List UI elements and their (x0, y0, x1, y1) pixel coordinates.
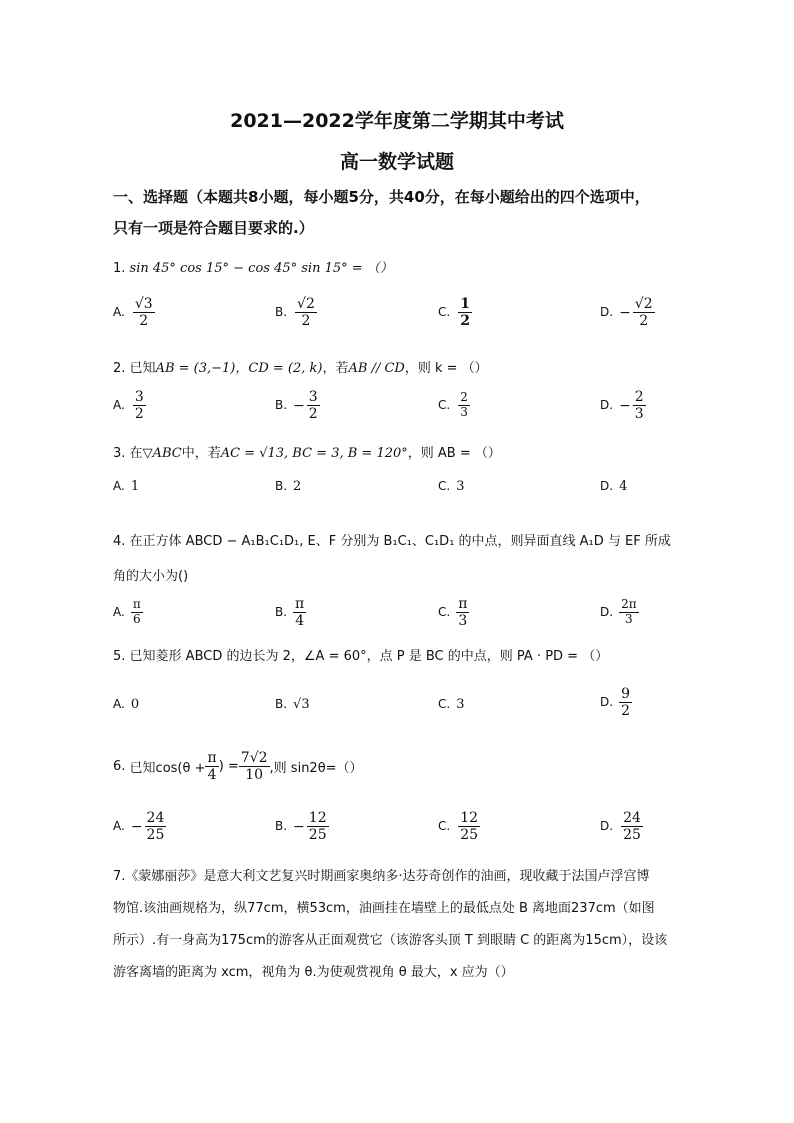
section-heading-line2: 只有一项是符合题目要求的.） (113, 219, 314, 237)
q6-option-d[interactable]: D. $\frac{24}{25}$ (600, 810, 641, 844)
q3-option-a[interactable]: A. 1 (113, 479, 140, 494)
q2-option-a[interactable]: A. $\frac{3}{2}$ (113, 389, 144, 423)
q6-option-b[interactable]: B. − $\frac{12}{25}$ (275, 810, 327, 844)
q4-option-c[interactable]: C. $\frac{\pi}{3}$ (438, 596, 468, 630)
question-3: 3. 在▽ABC中，若AC = √13, BC = 3, B = 120°，则 AB = （） (113, 446, 501, 461)
question-7-line2: 物馆.该油画规格为，纵77cm，横53cm，油画挂在墙壁上的最低点处 B 离地面237cm（如图 (113, 901, 655, 916)
q2-option-d[interactable]: D. − $\frac{2}{3}$ (600, 389, 644, 423)
q4-option-a[interactable]: A. $\frac{\pi}{6}$ (113, 597, 141, 626)
q5-option-b[interactable]: B. √3 (275, 697, 310, 712)
q2-option-b[interactable]: B. − $\frac{3}{2}$ (275, 389, 318, 423)
q5-option-a[interactable]: A. 0 (113, 697, 140, 712)
q1-option-a[interactable]: A. $\frac{√3}{2}$ (113, 296, 153, 330)
question-4-line2: 角的大小为() (113, 569, 189, 584)
q3-option-b[interactable]: B. 2 (275, 479, 302, 494)
question-7-line4: 游客离墙的距离为 xcm，视角为 θ.为使观赏视角 θ 最大，x 应为（） (113, 965, 514, 980)
section-heading-line1: 一、选择题（本题共8小题，每小题5分，共40分，在每小题给出的四个选项中， (113, 188, 650, 206)
q4-option-b[interactable]: B. $\frac{\pi}{4}$ (275, 596, 305, 630)
q1-option-d[interactable]: D. − $\frac{√2}{2}$ (600, 296, 653, 330)
exam-title: 2021—2022学年度第二学期其中考试 (230, 110, 564, 132)
q4-option-d[interactable]: D. $\frac{2\pi}{3}$ (600, 597, 637, 626)
q3-option-d[interactable]: D. 4 (600, 479, 628, 494)
q5-option-c[interactable]: C. 3 (438, 697, 465, 712)
q6-option-a[interactable]: A. − $\frac{24}{25}$ (113, 810, 165, 844)
question-7-line1: 7.《蒙娜丽莎》是意大利文艺复兴时期画家奥纳多·达芬奇创作的油画，现收藏于法国卢浮宫博 (113, 869, 650, 884)
question-stem: sin 45° cos 15° − cos 45° sin 15° = （） (129, 261, 393, 276)
q6-option-c[interactable]: C. $\frac{12}{25}$ (438, 810, 479, 844)
q5-option-d[interactable]: D. $\frac{9}{2}$ (600, 686, 630, 720)
q1-option-c[interactable]: C. $\frac{1}{2}$ (438, 296, 470, 330)
question-5: 5. 已知菱形 ABCD 的边长为 2，∠A = 60°，点 P 是 BC 的中点，则 PA · PD = （） (113, 649, 609, 664)
question-6: 6. 已知cos(θ + $\frac{\pi}{4}$ ) = $\frac{7√2}{10}$ ,则 sin2θ=（） (113, 750, 363, 784)
question-4-line1: 4. 在正方体 ABCD − A₁B₁C₁D₁, E、F 分别为 B₁C₁、C₁D₁ 的中点，则异面直线 A₁D 与 EF 所成 (113, 534, 671, 549)
q3-option-c[interactable]: C. 3 (438, 479, 465, 494)
subject-title: 高一数学试题 (339, 151, 454, 173)
question-number: 1. (113, 261, 126, 276)
question-7-line3: 所示）.有一身高为175cm的游客从正面观赏它（该游客头顶 T 到眼睛 C 的距离为15cm），设该 (113, 933, 668, 948)
q2-option-c[interactable]: C. $\frac{2}{3}$ (438, 390, 468, 419)
q1-option-b[interactable]: B. $\frac{√2}{2}$ (275, 296, 315, 330)
question-2: 2. 已知AB = (3,−1)，CD = (2, k)，若AB // CD，则 k = （） (113, 361, 488, 376)
question-1 (113, 257, 393, 276)
